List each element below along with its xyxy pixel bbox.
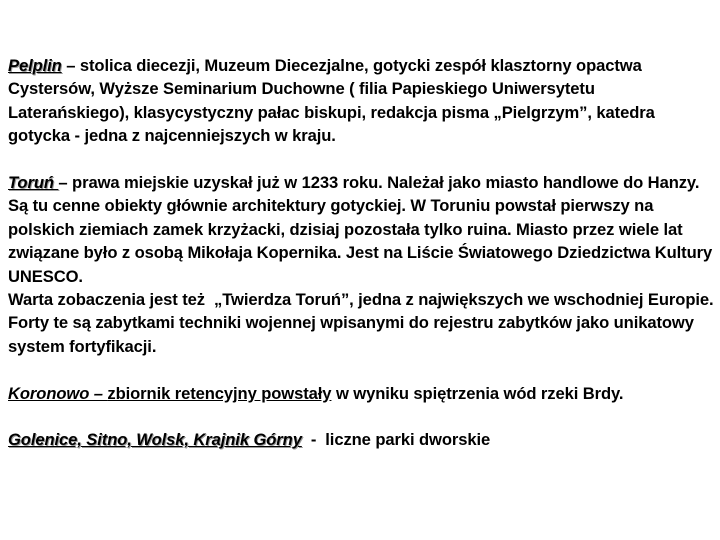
separator: – xyxy=(58,173,73,193)
paragraph-torun-fortress xyxy=(8,288,719,358)
paragraph-text: stolica diecezji, Muzeum Diecezjalne, gotycki zespół klasztorny opactwa Cystersów, Wyższe Seminarium Duchowne ( filia Papieskiego Uniwersytetu Laterańskiego), klasycystyczny pałac biskupi, redakcja pisma „Pielgrzym”, katedra gotycka - jedna z najcenniejszych w kraju. xyxy=(8,56,655,146)
paragraph-text: Warta zobaczenia jest też „Twierdza Toruń”, jedna z największych we wschodniej Europie. Forty te są zabytkami techniki wojennej wpisanymi do rejestru zabytków jako unikatowy system fortyfikacji. xyxy=(8,290,719,356)
separator: - xyxy=(301,430,326,450)
paragraph-pelplin xyxy=(8,54,714,148)
place-name-pelplin: Pelplin xyxy=(8,56,62,75)
paragraph-text: prawa miejskie uzyskał już w 1233 roku. Należał jako miasto handlowe do Hanzy. Są tu cenne obiekty głównie architektury gotyckiej. W Toruniu powstał pierwszy na polskich ziemiach zamek krzyżacki, dzisiaj pozostała tylko ruina. Miasto przez wiele lat związane było z osobą Mikołaja Kopernika. Jest na Liście Światowego Dziedzictwa Kultury UNESCO. xyxy=(8,173,713,286)
paragraph-text: liczne parki dworskie xyxy=(325,430,491,450)
place-name-torun: Toruń xyxy=(8,173,59,193)
paragraph-koronowo xyxy=(8,382,714,405)
paragraph-text: w wyniku spiętrzenia wód rzeki Brdy. xyxy=(331,383,624,403)
separator: – xyxy=(61,56,80,75)
place-name-koronowo: Koronowo – xyxy=(8,383,108,403)
paragraph-gap xyxy=(8,148,714,171)
slide-content xyxy=(8,54,719,452)
paragraph-golenice xyxy=(8,428,714,451)
paragraph-text-underlined: zbiornik retencyjny powstały xyxy=(107,383,332,403)
paragraph-gap xyxy=(8,405,714,428)
paragraph-torun xyxy=(8,171,714,288)
paragraph-gap xyxy=(8,358,714,381)
place-name-golenice: Golenice, Sitno, Wolsk, Krajnik Górny xyxy=(8,430,302,450)
